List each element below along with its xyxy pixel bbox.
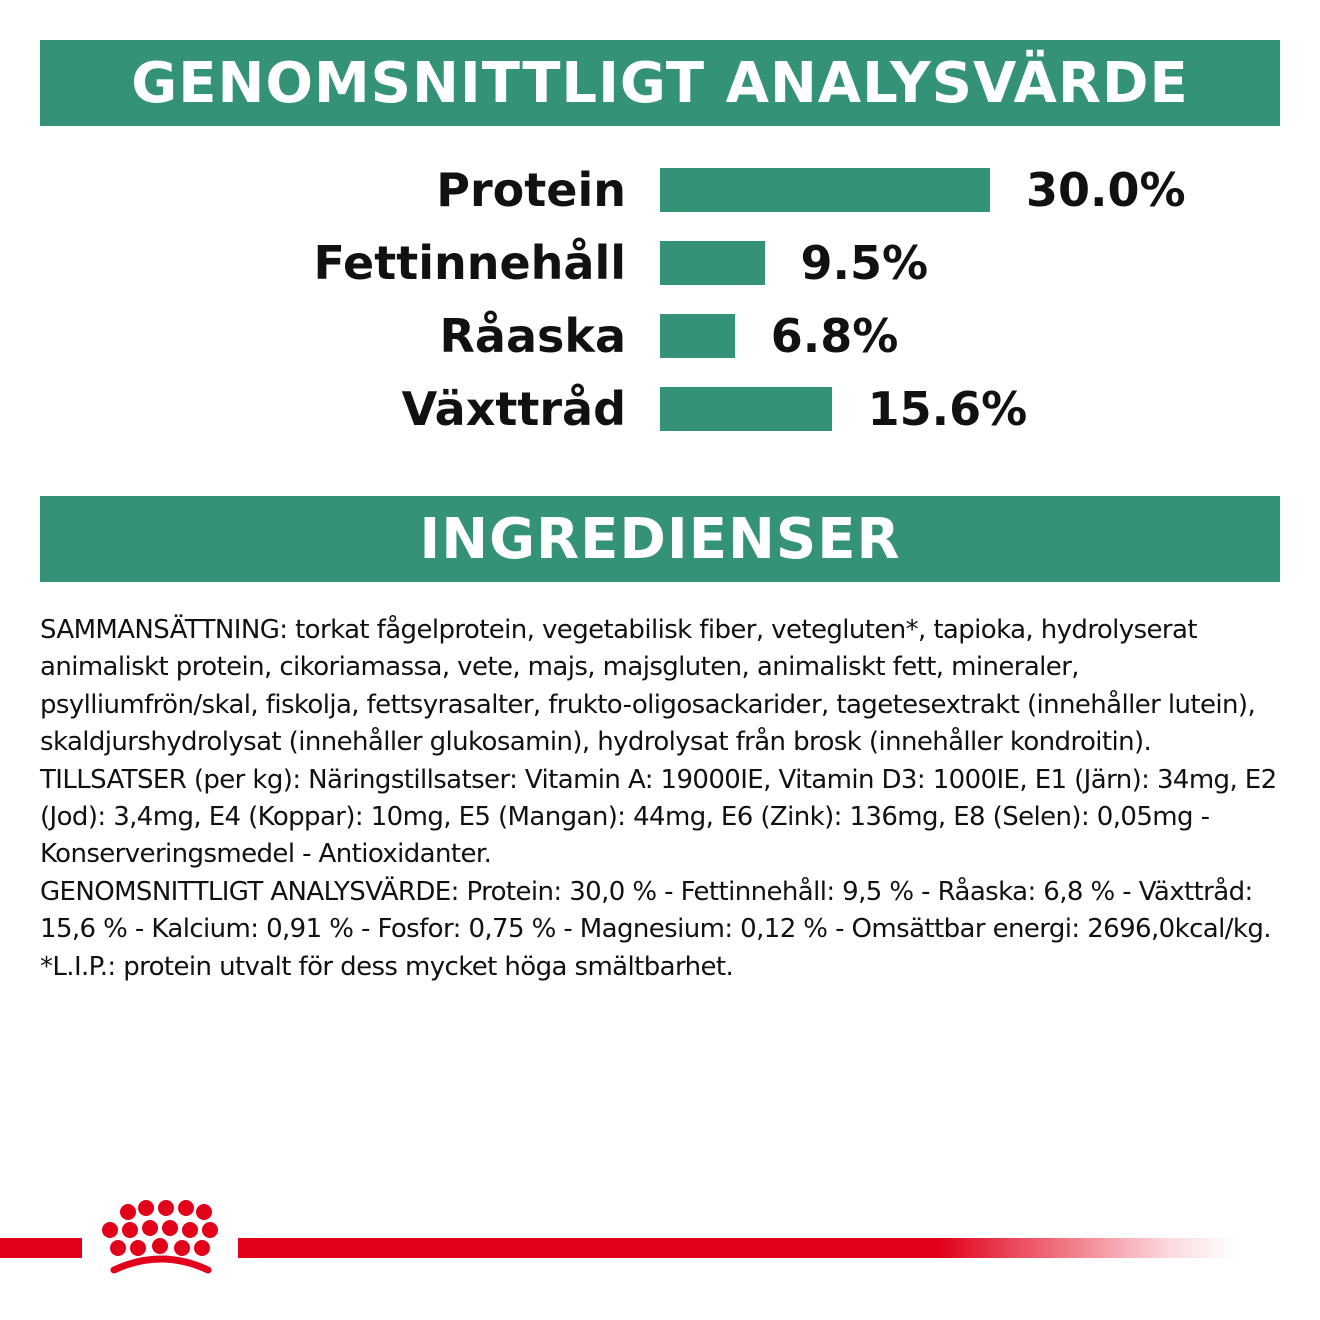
brand-line-left [0, 1238, 82, 1258]
footnote-paragraph: *L.I.P.: protein utvalt för dess mycket höga smältbarhet. [40, 951, 734, 982]
nutrient-row [0, 233, 1320, 293]
analysis-header [40, 40, 1280, 126]
composition-paragraph: SAMMANSÄTTNING: torkat fågelprotein, vegetabilisk fiber, vetegluten*, tapioka, hydrolyserat animaliskt protein, cikoriamassa, vete, majs, majsgluten, animaliskt fett, mineraler, psylliumfrön/skal, fiskolja, fettsyrasalter, frukto-oligosackarider, tagetesextrakt (innehåller lutein), skaldjurshydrolysat (innehåller glukosamin), hydrolysat från brosk (innehåller kondroitin). [40, 615, 1256, 758]
nutrient-label: Råaska [439, 309, 626, 363]
analysis-paragraph: GENOMSNITTLIGT ANALYSVÄRDE: Protein: 30,0 % - Fettinnehåll: 9,5 % - Råaska: 6,8 % - Växttråd: 15,6 % - Kalcium: 0,91 % - Fosfor: 0,75 % - Magnesium: 0,12 % - Omsättbar energi: 2696,0kcal/kg. [40, 876, 1271, 945]
nutrient-label: Växttråd [401, 382, 626, 436]
nutrient-bar [660, 314, 735, 358]
crown-icon [88, 1198, 234, 1284]
nutrient-value: 15.6% [867, 382, 1028, 436]
nutrient-row [0, 379, 1320, 439]
ingredients-header [40, 496, 1280, 582]
nutrient-bar [660, 387, 832, 431]
nutrient-value: 6.8% [770, 309, 899, 363]
additives-paragraph: TILLSATSER (per kg): Näringstillsatser: Vitamin A: 19000IE, Vitamin D3: 1000IE, E1 (Järn): 34mg, E2 (Jod): 3,4mg, E4 (Koppar): 10mg, E5 (Mangan): 44mg, E6 (Zink): 136mg, E8 (Selen): 0,05mg - Konserveringsmedel - Antioxidanter. [40, 764, 1277, 870]
nutrient-row [0, 306, 1320, 366]
brand-line-right [238, 1238, 1238, 1258]
nutrient-label: Protein [436, 163, 626, 217]
nutrient-bar [660, 168, 990, 212]
ingredients-header-text: INGREDIENSER [419, 506, 901, 572]
ingredients-text [40, 612, 1290, 986]
analysis-header-text: GENOMSNITTLIGT ANALYSVÄRDE [131, 50, 1189, 116]
nutrient-value: 30.0% [1026, 163, 1186, 217]
nutrient-label: Fettinnehåll [313, 236, 626, 290]
nutrient-bar [660, 241, 765, 285]
nutrient-row [0, 160, 1320, 220]
nutrient-value: 9.5% [800, 236, 929, 290]
